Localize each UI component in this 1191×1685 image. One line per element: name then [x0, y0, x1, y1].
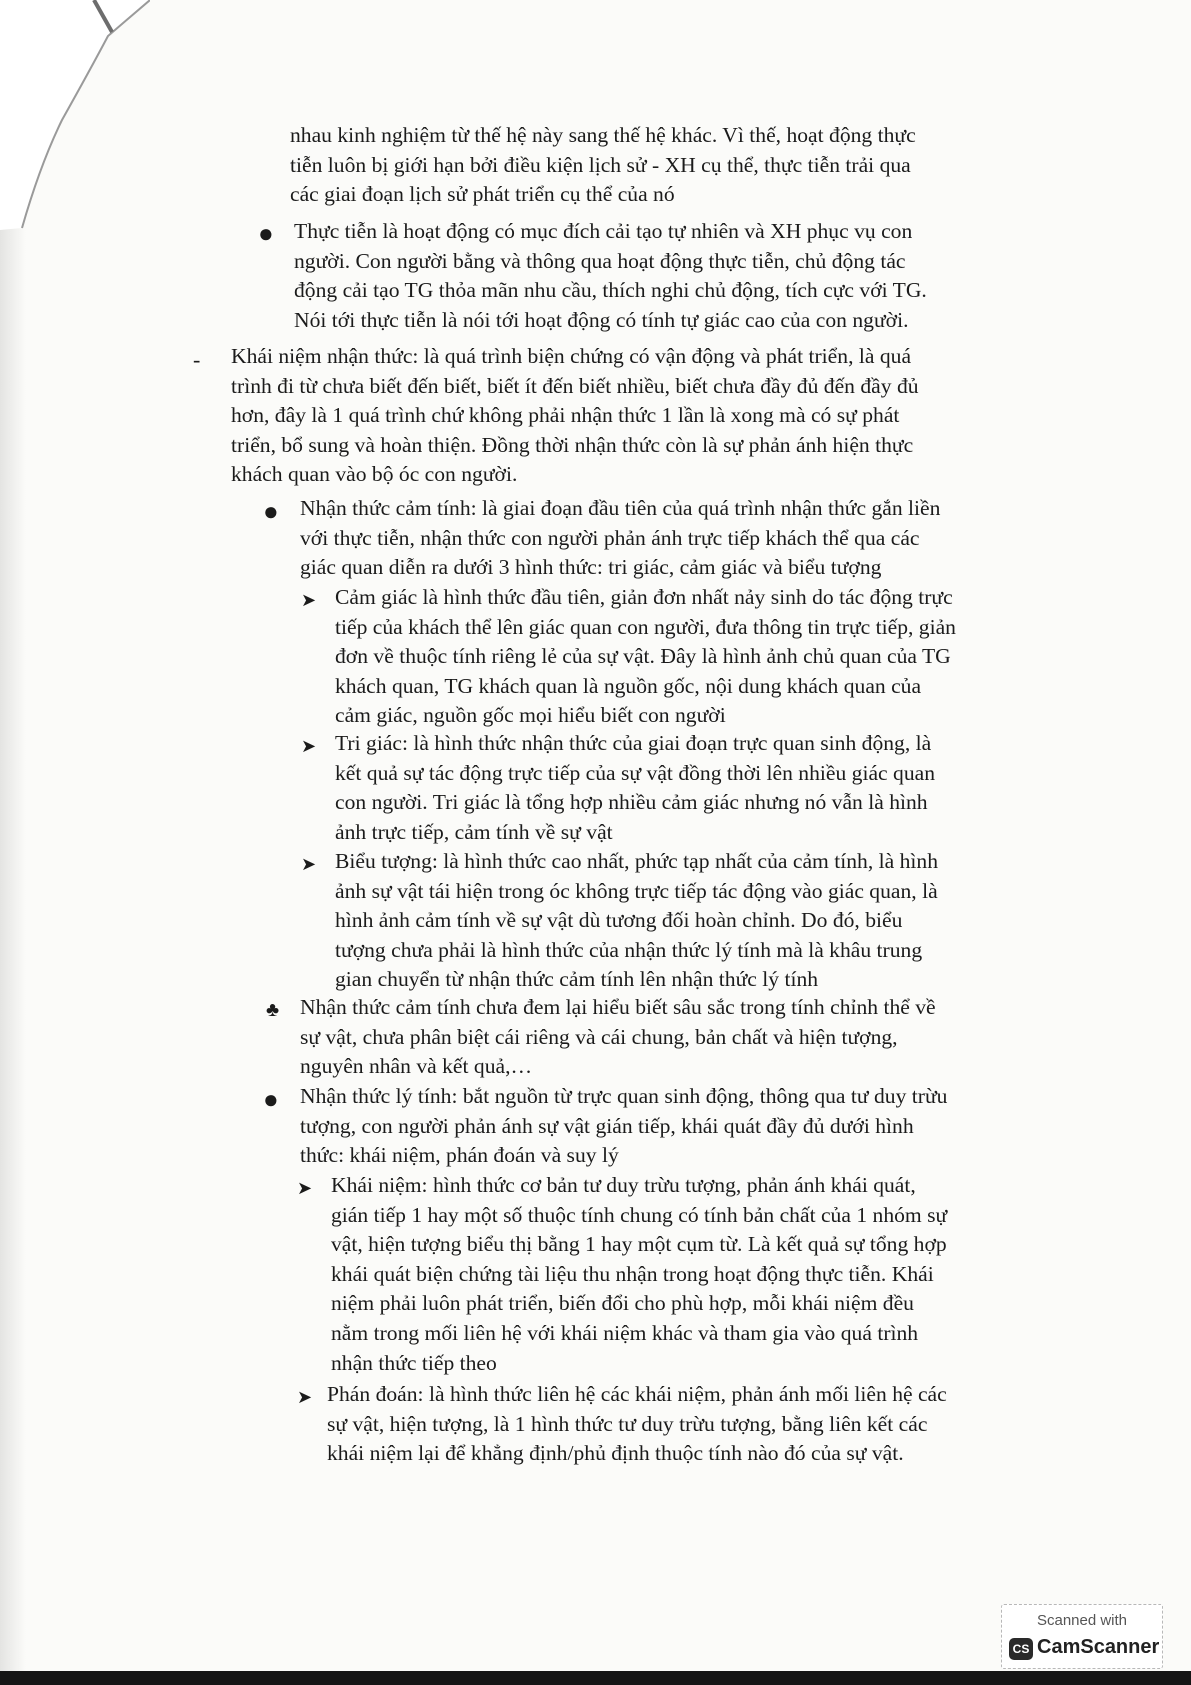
paragraph: Nhận thức cảm tính chưa đem lại hiểu biết sâu sắc trong tính chỉnh thể về sự vật, chưa phân biệt cái riêng và cái chung, bản chất và hiện tượng, nguyên nhân và kết quả,…	[300, 995, 936, 1079]
paragraph: Khái niệm nhận thức: là quá trình biện chứng có vận động và phát triển, là quá trình đi từ chưa biết đến biết, biết ít đến biết nhiều, biết chưa đầy đủ đến đầy đủ hơn, đây là 1 quá trình chứ không phải nhận thức 1 lần là xong mà có sự phát triển, bổ sung và hoàn thiện. Đồng thời nhận thức còn là sự phản ánh hiện thực khách quan vào bộ óc con người.	[231, 344, 919, 487]
arrow-icon: ➤	[297, 1387, 313, 1407]
camscanner-logo-icon: CS	[1009, 1638, 1033, 1660]
paragraph: Nhận thức lý tính: bắt nguồn từ trực quan sinh động, thông qua tư duy trừu tượng, con người phản ánh sự vật gián tiếp, khái quát đầy đủ dưới hình thức: khái niệm, phán đoán và suy lý	[300, 1084, 948, 1168]
paragraph: Nhận thức cảm tính: là giai đoạn đầu tiên của quá trình nhận thức gắn liền với thực tiễn, nhận thức con người phản ánh trực tiếp khách thể qua các giác quan diễn ra dưới 3 hình thức: tri giác, cảm giác và biểu tượng	[300, 496, 941, 580]
scan-edge-shadow	[0, 0, 26, 1685]
arrow-icon: ➤	[297, 1178, 313, 1198]
paragraph: Phán đoán: là hình thức liên hệ các khái niệm, phản ánh mối liên hệ các sự vật, hiện tượng, là 1 hình thức tư duy trừu tượng, bằng liên kết các khái niệm lại để khẳng định/phủ định thuộc tính nào đó của sự vật.	[327, 1382, 947, 1466]
watermark-caption: Scanned with	[1036, 1612, 1128, 1629]
arrow-icon: ➤	[301, 590, 317, 610]
camscanner-watermark	[1001, 1604, 1163, 1669]
arrow-icon: ➤	[301, 854, 317, 874]
arrow-icon: ➤	[301, 736, 317, 756]
paragraph: Thực tiễn là hoạt động có mục đích cải tạo tự nhiên và XH phục vụ con người. Con người bằng và thông qua hoạt động thực tiễn, chủ động tác động cải tạo TG thỏa mãn nhu cầu, thích nghi chủ động, tích cực với TG. Nói tới thực tiễn là nói tới hoạt động có tính tự giác cao của con người.	[294, 219, 927, 332]
dash-icon: -	[193, 347, 201, 372]
paragraph: nhau kinh nghiệm từ thế hệ này sang thế hệ khác. Vì thế, hoạt động thực tiễn luôn bị giới hạn bởi điều kiện lịch sử - XH cụ thể, thực tiễn trải qua các giai đoạn lịch sử phát triển cụ thể của nó	[290, 123, 916, 207]
paragraph: Biểu tượng: là hình thức cao nhất, phức tạp nhất của cảm tính, là hình ảnh sự vật tái hiện trong óc không trực tiếp tác động vào giác quan, là hình ảnh cảm tính về sự vật dù tương đối hoàn chỉnh. Do đó, biểu tượng chưa phải là hình thức của nhận thức lý tính mà là khâu trung gian chuyển từ nhận thức cảm tính lên nhận thức lý tính	[335, 849, 939, 992]
watermark-brand: CamScanner	[1037, 1636, 1160, 1658]
paragraph: Tri giác: là hình thức nhận thức của giai đoạn trực quan sinh động, là kết quả sự tác động trực tiếp của sự vật đồng thời lên nhiều giác quan con người. Tri giác là tổng hợp nhiều cảm giác nhưng nó vẫn là hình ảnh trực tiếp, cảm tính về sự vật	[335, 731, 936, 844]
page-corner-fold	[0, 0, 150, 230]
bullet-icon: ●	[263, 497, 279, 526]
paragraph: Cảm giác là hình thức đầu tiên, giản đơn nhất nảy sinh do tác động trực tiếp của khách thể lên giác quan con người, đưa thông tin trực tiếp, giản đơn về thuộc tính riêng lẻ của sự vật. Đây là hình ảnh chủ quan của TG khách quan, TG khách quan là nguồn gốc, nội dung khách quan của cảm giác, nguồn gốc mọi hiểu biết con người	[335, 585, 956, 728]
bullet-icon: ●	[263, 1085, 279, 1114]
club-icon: ♣	[266, 999, 280, 1021]
paragraph: Khái niệm: hình thức cơ bản tư duy trừu tượng, phản ánh khái quát, gián tiếp 1 hay một số thuộc tính chung có tính bản chất của 1 nhóm sự vật, hiện tượng biểu thị bằng 1 hay một cụm từ. Là kết quả sự tổng hợp khái quát biện chứng tài liệu thu nhận trong hoạt động thực tiễn. Khái niệm phải luôn phát triển, biến đổi cho phù hợp, mỗi khái niệm đều nằm trong mối liên hệ với khái niệm khác và tham gia vào quá trình nhận thức tiếp theo	[331, 1173, 948, 1375]
bullet-icon: ●	[258, 219, 274, 248]
scan-bottom-edge	[0, 1671, 1191, 1685]
